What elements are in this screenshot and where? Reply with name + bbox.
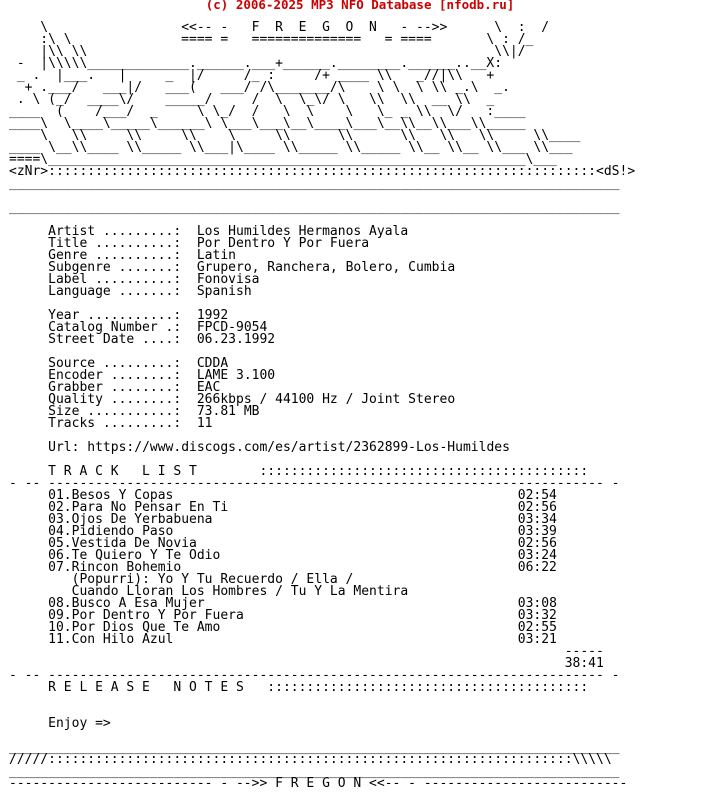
track-num: 03. — [48, 512, 72, 527]
track-title: Por Dentro Y Por Fuera — [71, 608, 244, 623]
track-time: 02:54 — [517, 488, 557, 503]
medley-line: (Popurri): Yo Y Tu Recuerdo / Ella / — [71, 572, 354, 587]
track-title: Para No Pensar En Ti — [71, 500, 229, 515]
track-num: 09. — [48, 608, 72, 623]
subgenre-label: Subgenre .......: — [48, 260, 182, 275]
group-banner: <<-- - F R E G O N - -->> — [181, 20, 448, 35]
track-num: 11. — [48, 632, 72, 647]
title-value: Por Dentro Y Por Fuera — [196, 236, 370, 251]
track-num: 08. — [48, 596, 72, 611]
track-num: 05. — [48, 536, 72, 551]
quality-value: 266kbps / 44100 Hz / Joint Stereo — [196, 392, 456, 407]
track-time: 03:32 — [517, 608, 557, 623]
tracklist-heading: T R A C K L I S T — [48, 464, 197, 479]
copyright-header: (c) 2006-2025 MP3 NFO Database [nfodb.ru] — [205, 0, 515, 12]
size-label: Size ...........: — [48, 404, 182, 419]
url-value: https://www.discogs.com/es/artist/2362899-Los-Humildes — [87, 440, 510, 455]
track-num: 07. — [48, 560, 72, 575]
track-title: Besos Y Copas — [71, 488, 174, 503]
artist-value: Los Humildes Hermanos Ayala — [196, 224, 409, 239]
tracks-value: 11 — [196, 416, 213, 431]
track-title: Con Hilo Azul — [71, 632, 174, 647]
release-notes-text: Enjoy => — [48, 716, 111, 731]
track-time: 03:08 — [517, 596, 557, 611]
url-label: Url: — [48, 440, 80, 455]
artist-label: Artist .........: — [48, 224, 182, 239]
year-label: Year ...........: — [48, 308, 182, 323]
label-label: Label ..........: — [48, 272, 182, 287]
street-date-label: Street Date ....: — [48, 332, 182, 347]
track-time: 02:55 — [517, 620, 557, 635]
title-label: Title ..........: — [48, 236, 182, 251]
release-notes-heading: R E L E A S E N O T E S — [48, 680, 244, 695]
year-value: 1992 — [196, 308, 229, 323]
track-title: Ojos De Yerbabuena — [71, 512, 213, 527]
left-tag: <zNr> — [9, 164, 49, 179]
genre-label: Genre ..........: — [48, 248, 182, 263]
grabber-label: Grabber ........: — [48, 380, 182, 395]
track-time: 03:21 — [517, 632, 557, 647]
track-num: 06. — [48, 548, 72, 563]
genre-value: Latin — [196, 248, 236, 263]
size-value: 73.81 MB — [196, 404, 260, 419]
nfo-body: \ <<-- - F R E G O N - -->> \ : / :\ \ ==== = ============== = ==== \ : /_ |\\ \\ \\|/ - |\\\\\_____________.______.___+______.________.______..__X: _ . |___. | _ |/ /_ : /+ ____ \\ _//|\\ + + .___/ ___|/ ___( ___/ /\_______/\ \ \ \ \\ _.\ _. . \ (_/ ____\/ _____/ / \ \_\/ \ \\ \\ __ \\ _ ____ ( /___/ _ \ \_/ / \ \ \ \_ _ \\ \/ :____ ____\ \____\_____\______\ \___\___\__\____\___\__\\__\\___\\_____ \ \\ \\ \\ \ \\ \\ \\ \\ \\ \\____ ____ \__\\____ \\_____ \\___|\____ \\_____ \\_____ \\__ \\__ \\___ \\___ ====\_____________________________________________________________\___ <zNr>::::::::::::::::::::::::::::::::::::::::::::::::::::::::::::::::::::::<dS!> ______________________________________________________________________________ ______________________________________________________________________________ Artist .........: Los Humildes Hermanos Ayala Title ..........: Por Dentro Y Por Fuera Genre ..........: Latin Subgenre .......: Grupero, Ranchera, Bolero, Cumbia Label ..........: Fonovisa Language .......: Spanish Year ...........: 1992 Catalog Number .: FPCD-9054 Street Date ....: 06.23.1992 Source .........: CDDA Encoder ........: LAME 3.100 Grabber ........: EAC Quality ........: 266kbps / 44100 Hz / Joint Stereo Size ...........: 73.81 MB Tracks .........: 11 Url: https://www.discogs.com/es/artist/2362899-Los-Humildes T R A C K L I S T :::::::::::::::::::::::::::::::::::::::::: - -- ----------------------------------------------------------------------- - 01.Besos Y Copas 02:54 02.Para No Pensar En Ti 02:56 03.Ojos De Yerbabuena 03:34 04.Pidiendo Paso 03:39 05.Vestida De Novia 02:56 06.Te Quiero Y Te Odio 03:24 07.Rincon Bohemio 06:22 (Popurri): Yo Y Tu Recuerdo / Ella / Cuando Lloran Los Hombres / Tu Y La Mentira 08.Busco A Esa Mujer 03:08 09.Por Dentro Y Por Fuera 03:32 10.Por Dios Que Te Amo 02:55 11.Con Hilo Azul 03:21 ----- 38:41 - -- ----------------------------------------------------------------------- - R E L E A S E N O T E S ::::::::::::::::::::::::::::::::::::::::: Enjoy => ______________________________________________________________________________ /////:::::::::::::::::::::::::::::::::::::::::::::::::::::::::::::::::::\\\\\ ______________________________________________________________________________ -------------------------- - -->> F R E G O N <<-- - -------------------------- — [9, 20, 636, 791]
track-time: 03:34 — [517, 512, 557, 527]
track-title: Vestida De Novia — [71, 536, 197, 551]
track-num: 10. — [48, 620, 72, 635]
track-time: 03:39 — [517, 524, 557, 539]
track-title: Pidiendo Paso — [71, 524, 174, 539]
total-time: 38:41 — [564, 656, 604, 671]
right-tag: <dS!> — [596, 164, 636, 179]
track-title: Por Dios Que Te Amo — [71, 620, 221, 635]
track-time: 03:24 — [517, 548, 557, 563]
grabber-value: EAC — [196, 380, 221, 395]
encoder-value: LAME 3.100 — [196, 368, 276, 383]
tracks-label: Tracks .........: — [48, 416, 182, 431]
street-date-value: 06.23.1992 — [196, 332, 276, 347]
source-value: CDDA — [196, 356, 229, 371]
track-time: 02:56 — [517, 536, 557, 551]
encoder-label: Encoder ........: — [48, 368, 182, 383]
catalog-value: FPCD-9054 — [196, 320, 268, 335]
track-title: Busco A Esa Mujer — [71, 596, 205, 611]
quality-label: Quality ........: — [48, 392, 182, 407]
language-value: Spanish — [196, 284, 252, 299]
track-title: Rincon Bohemio — [71, 560, 182, 575]
track-num: 01. — [48, 488, 72, 503]
track-time: 06:22 — [517, 560, 557, 575]
track-title: Te Quiero Y Te Odio — [71, 548, 221, 563]
track-num: 04. — [48, 524, 72, 539]
track-num: 02. — [48, 500, 72, 515]
track-time: 02:56 — [517, 500, 557, 515]
language-label: Language .......: — [48, 284, 182, 299]
catalog-label: Catalog Number .: — [48, 320, 182, 335]
footer-signature: - -->> F R E G O N <<-- - — [220, 776, 416, 791]
subgenre-value: Grupero, Ranchera, Bolero, Cumbia — [196, 260, 456, 275]
label-value: Fonovisa — [196, 272, 260, 287]
source-label: Source .........: — [48, 356, 182, 371]
medley-line: Cuando Lloran Los Hombres / Tu Y La Mentira — [71, 584, 409, 599]
